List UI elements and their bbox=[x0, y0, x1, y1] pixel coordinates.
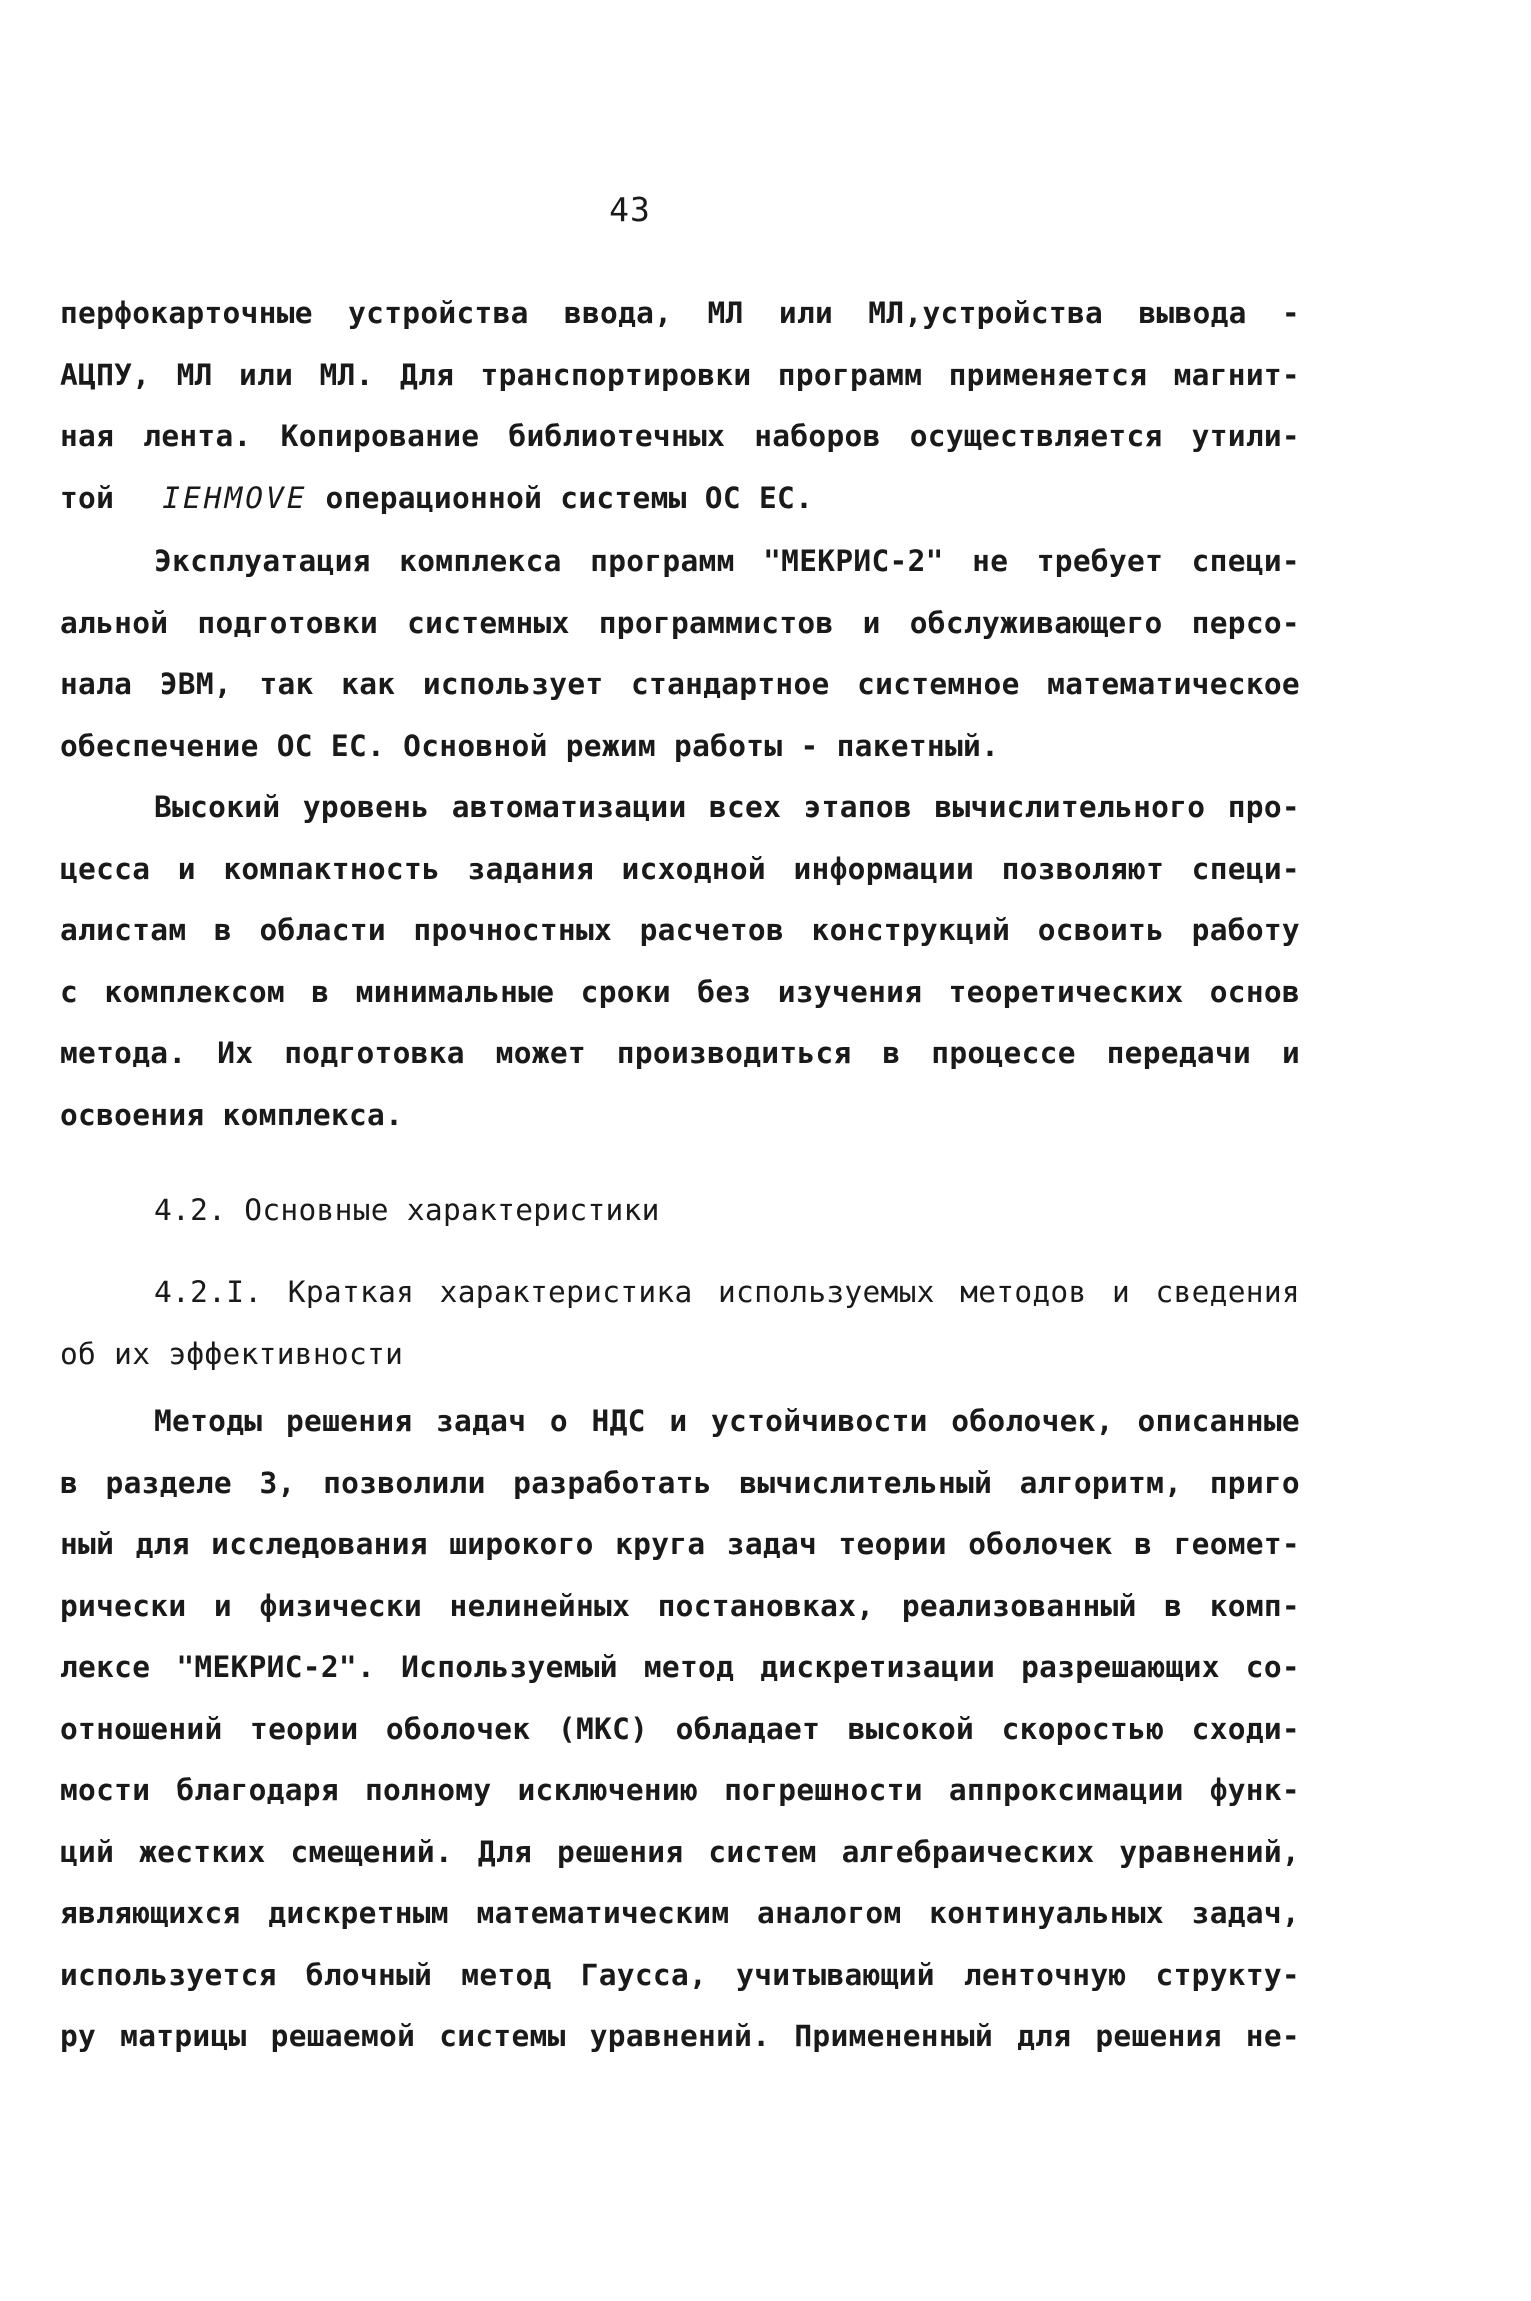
text-line: перфокарточные устройства ввода, МЛ или МЛ,устройства вывода - bbox=[60, 296, 1300, 330]
text-line: Эксплуатация комплекса программ "МЕКРИС-2" не требует специ- bbox=[154, 544, 1300, 578]
section-heading bbox=[60, 1180, 1300, 1242]
text-line: в разделе 3, позволили разработать вычислительный алгоритм, приго bbox=[60, 1465, 1300, 1500]
text-fragment: той bbox=[60, 480, 115, 515]
text-line: с комплексом в минимальные сроки без изучения теоретических основ bbox=[60, 974, 1300, 1009]
text-line: алистам в области прочностных расчетов конструкций освоить работу bbox=[60, 913, 1300, 947]
text-line: альной подготовки системных программистов и обслуживающего персо- bbox=[60, 605, 1300, 640]
text-line: нала ЭВМ, так как использует стандартное системное математическое bbox=[60, 667, 1300, 701]
text-line: цесса и компактность задания исходной информации позволяют специ- bbox=[60, 851, 1300, 886]
paragraph-automation bbox=[60, 777, 1300, 1146]
subsection-heading bbox=[60, 1262, 1300, 1385]
text-line: используется блочный метод Гаусса, учитывающий ленточную структу- bbox=[60, 1957, 1300, 1992]
text-line: ций жестких смещений. Для решения систем алгебраических уравнений, bbox=[60, 1834, 1300, 1869]
text-line: лексе "МЕКРИС-2". Используемый метод дискретизации разрешающих со- bbox=[60, 1650, 1300, 1684]
paragraph-io-devices bbox=[60, 283, 1300, 529]
text-line: мости благодаря полному исключению погрешности аппроксимации функ- bbox=[60, 1773, 1300, 1807]
text-line: метода. Их подготовка может производиться в процессе передачи и bbox=[60, 1036, 1300, 1070]
text-line: АЦПУ, МЛ или МЛ. Для транспортировки программ применяется магнит- bbox=[60, 357, 1300, 392]
paragraph-methods bbox=[60, 1391, 1300, 2068]
heading-text: об их эффективности bbox=[60, 1336, 404, 1371]
text-line: Методы решения задач о НДС и устойчивости оболочек, описанные bbox=[154, 1404, 1300, 1438]
page-number: 43 bbox=[609, 190, 651, 229]
text-line: обеспечение ОС ЕС. Основной режим работы - пакетный. bbox=[60, 728, 1000, 763]
text-line: ный для исследования широкого круга задач теории оболочек в геомет- bbox=[60, 1527, 1300, 1561]
text-line: ная лента. Копирование библиотечных наборов осуществляется утили- bbox=[60, 419, 1300, 453]
heading-text: 4.2.I. Краткая характеристика используемых методов и сведения bbox=[154, 1275, 1300, 1309]
text-fragment: операционной системы ОС ЕС. bbox=[325, 480, 814, 515]
utility-name: IEHMOVE bbox=[162, 480, 308, 515]
text-line: освоения комплекса. bbox=[60, 1097, 404, 1132]
text-line: Высокий уровень автоматизации всех этапов вычислительного про- bbox=[154, 790, 1300, 824]
heading-text: 4.2. Основные характеристики bbox=[154, 1193, 660, 1227]
text-line bbox=[60, 468, 1300, 530]
text-line: являющихся дискретным математическим аналогом континуальных задач, bbox=[60, 1896, 1300, 1930]
paragraph-operation bbox=[60, 531, 1300, 777]
text-line: рически и физически нелинейных постановках, реализованный в комп- bbox=[60, 1588, 1300, 1623]
text-line: отношений теории оболочек (МКС) обладает высокой скоростью сходи- bbox=[60, 1711, 1300, 1746]
text-line: ру матрицы решаемой системы уравнений. Примененный для решения не- bbox=[60, 2019, 1300, 2053]
